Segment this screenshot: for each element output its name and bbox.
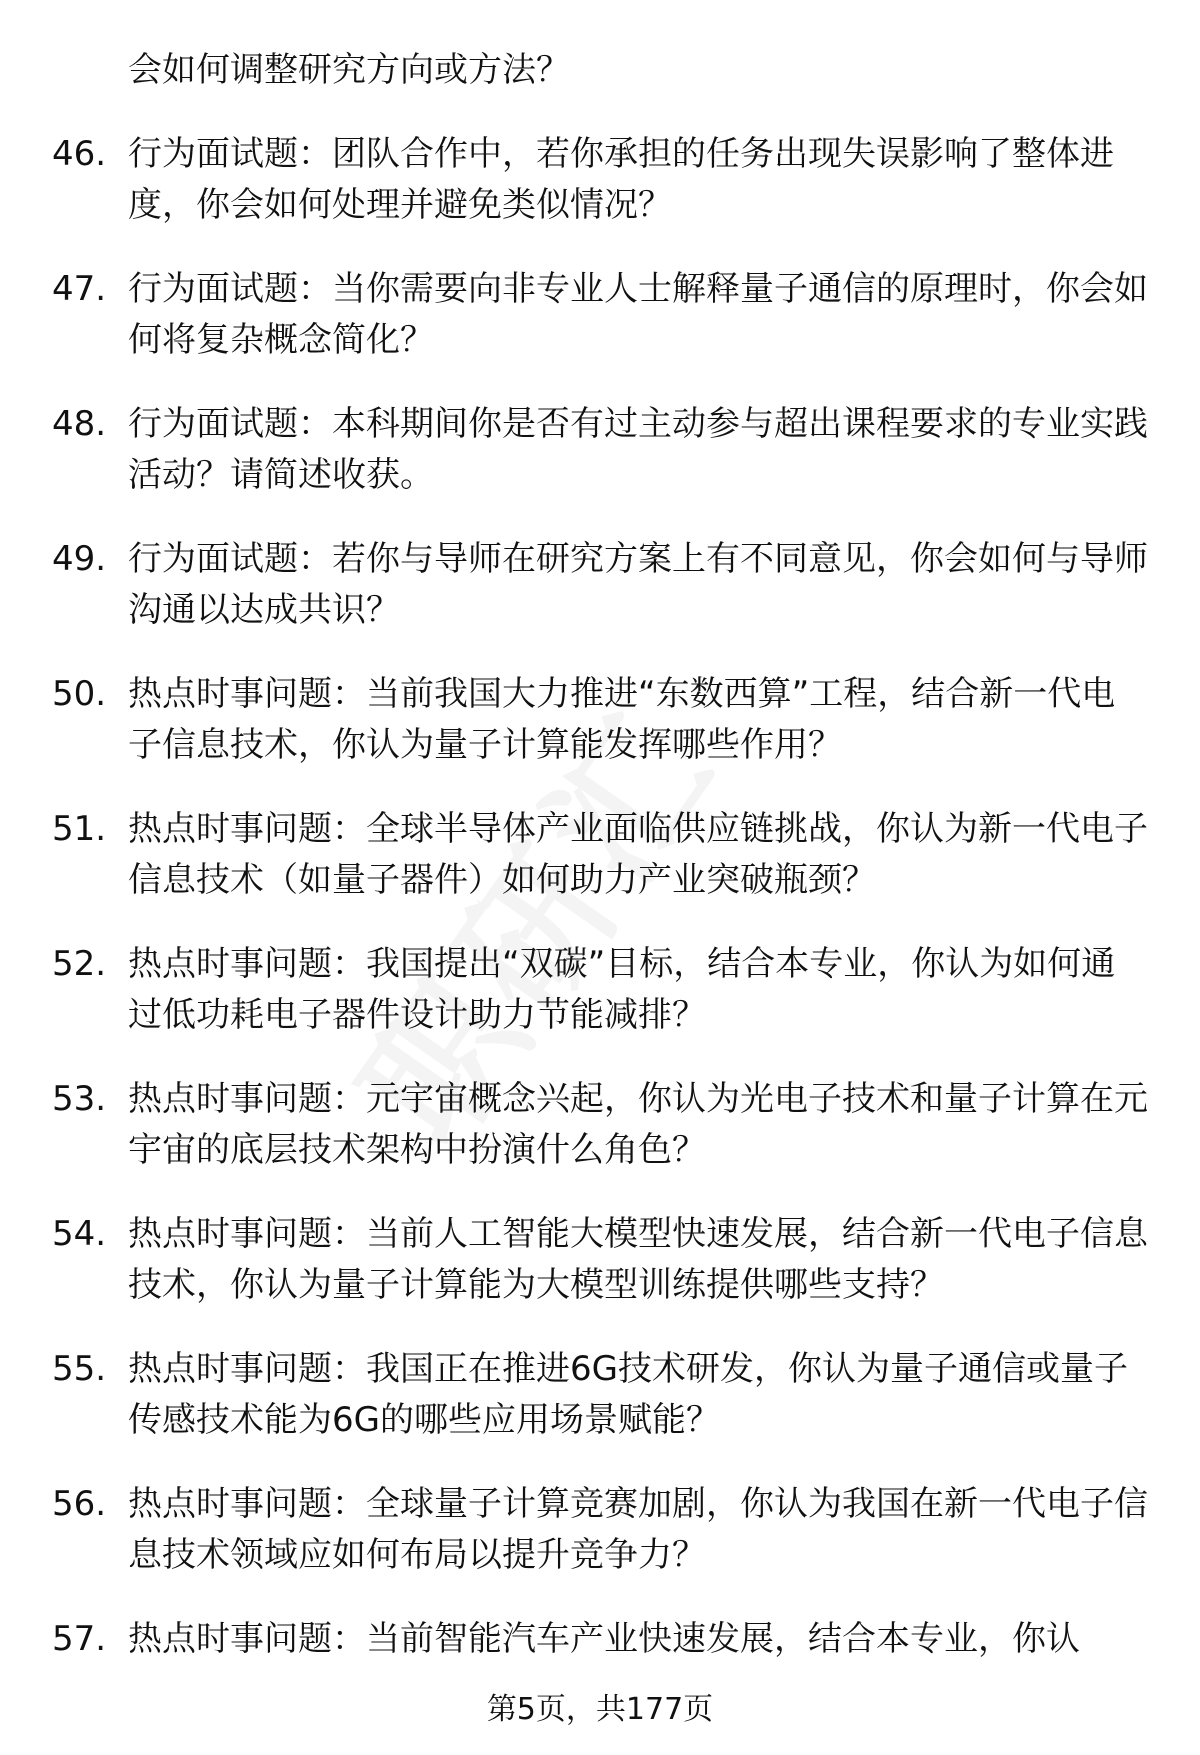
question-item [0, 1344, 1200, 1446]
question-text: 热点时事问题：当前我国大力推进“东数西算”工程，结合新一代电子信息技术，你认为量子计算能发挥哪些作用？ [128, 674, 1116, 765]
question-text: 行为面试题：本科期间你是否有过主动参与超出课程要求的专业实践活动？请简述收获。 [128, 404, 1148, 495]
question-item [0, 1074, 1200, 1176]
question-number: 53. [52, 1079, 107, 1119]
question-number: 52. [52, 944, 107, 984]
question-text: 热点时事问题：当前人工智能大模型快速发展，结合新一代电子信息技术，你认为量子计算能为大模型训练提供哪些支持？ [128, 1214, 1148, 1305]
question-number: 49. [52, 539, 107, 579]
question-number: 48. [52, 404, 107, 444]
question-item [0, 129, 1200, 231]
question-item [0, 534, 1200, 636]
question-text: 行为面试题：当你需要向非专业人士解释量子通信的原理时，你会如何将复杂概念简化？ [128, 269, 1148, 360]
question-number: 57. [52, 1619, 107, 1659]
question-text: 热点时事问题：全球半导体产业面临供应链挑战，你认为新一代电子信息技术（如量子器件）如何助力产业突破瓶颈？ [128, 809, 1148, 900]
question-text: 热点时事问题：我国提出“双碳”目标，结合本专业，你认为如何通过低功耗电子器件设计助力节能减排？ [128, 944, 1116, 1035]
continuation-text: 会如何调整研究方向或方法？ [128, 50, 570, 90]
question-item [0, 1209, 1200, 1311]
question-item [0, 669, 1200, 771]
question-text: 行为面试题：若你与导师在研究方案上有不同意见，你会如何与导师沟通以达成共识？ [128, 539, 1148, 630]
question-item [0, 264, 1200, 366]
question-item [0, 1479, 1200, 1581]
question-text: 行为面试题：团队合作中，若你承担的任务出现失误影响了整体进度，你会如何处理并避免类似情况？ [128, 134, 1114, 225]
question-number: 51. [52, 809, 107, 849]
question-text: 热点时事问题：当前智能汽车产业快速发展，结合本专业，你认 [128, 1619, 1080, 1659]
question-text: 热点时事问题：全球量子计算竞赛加剧，你认为我国在新一代电子信息技术领域应如何布局以提升竞争力？ [128, 1484, 1148, 1575]
question-item [0, 939, 1200, 1041]
question-number: 56. [52, 1484, 107, 1524]
question-number: 50. [52, 674, 107, 714]
question-text: 热点时事问题：元宇宙概念兴起，你认为光电子技术和量子计算在元宇宙的底层技术架构中扮演什么角色？ [128, 1079, 1148, 1170]
question-number: 46. [52, 134, 107, 174]
question-item [0, 1614, 1200, 1665]
page-indicator: 第5页，共177页 [486, 1692, 714, 1727]
question-text: 热点时事问题：我国正在推进6G技术研发，你认为量子通信或量子传感技术能为6G的哪些应用场景赋能？ [128, 1349, 1128, 1440]
question-item [0, 804, 1200, 906]
question-item [0, 399, 1200, 501]
question-number: 47. [52, 269, 107, 309]
question-number: 55. [52, 1349, 107, 1389]
question-list [0, 45, 1200, 1698]
question-number: 54. [52, 1214, 107, 1254]
